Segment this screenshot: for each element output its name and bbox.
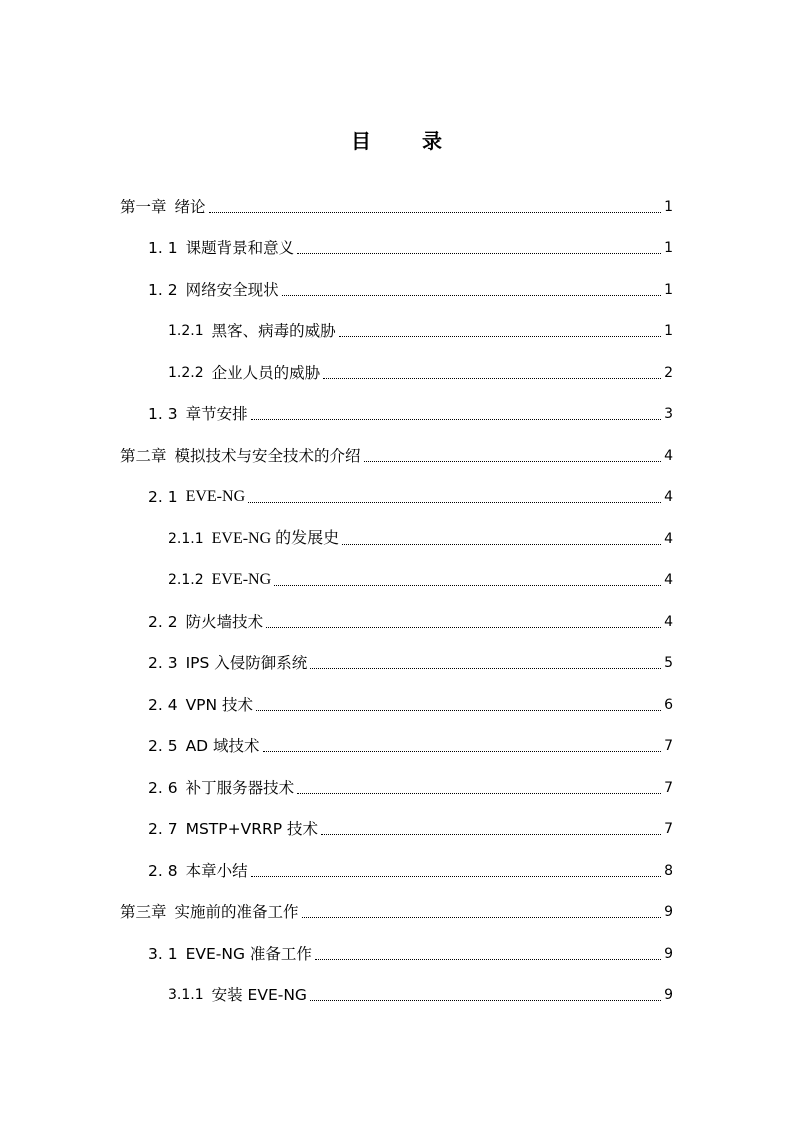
toc-entry-page: 9 bbox=[664, 904, 673, 920]
toc-entry[interactable] bbox=[168, 565, 673, 591]
dot-leader bbox=[342, 544, 661, 545]
toc-entry-title: 补丁服务器技术 bbox=[185, 779, 295, 797]
toc-entry-page: 8 bbox=[664, 863, 673, 879]
toc-entry-title: EVE-NG 准备工作 bbox=[185, 945, 312, 963]
dot-leader bbox=[263, 751, 662, 752]
toc-entry-number: 2. 7 bbox=[148, 820, 178, 838]
toc-entry-page: 4 bbox=[664, 489, 673, 505]
dot-leader bbox=[321, 834, 661, 835]
toc-entry[interactable] bbox=[148, 275, 673, 301]
toc-entry-title: 模拟技术与安全技术的介绍 bbox=[174, 447, 361, 465]
toc-entry-page: 3 bbox=[664, 406, 673, 422]
toc-entry-title: 企业人员的威胁 bbox=[211, 364, 321, 382]
toc-entry-page: 4 bbox=[664, 531, 673, 547]
toc-entry-number: 2. 5 bbox=[148, 737, 178, 755]
toc-entry-page: 2 bbox=[664, 365, 673, 381]
toc-entry-title: EVE-NG bbox=[211, 571, 272, 588]
dot-leader bbox=[251, 876, 661, 877]
dot-leader bbox=[251, 419, 661, 420]
toc-entry-number: 2. 4 bbox=[148, 696, 178, 714]
toc-entry-page: 1 bbox=[664, 323, 673, 339]
toc-entry-title: 防火墙技术 bbox=[185, 613, 264, 631]
toc-entry-title: IPS 入侵防御系统 bbox=[185, 654, 308, 672]
toc-entry-title: 课题背景和意义 bbox=[185, 239, 295, 257]
dot-leader bbox=[297, 253, 661, 254]
toc-entry-title: 安装 EVE-NG bbox=[211, 986, 307, 1004]
toc-entry-number: 2. 6 bbox=[148, 779, 178, 797]
dot-leader bbox=[339, 336, 661, 337]
toc-entry-number: 1.2.1 bbox=[168, 323, 204, 339]
toc-entry-page: 5 bbox=[664, 655, 673, 671]
toc-entry-number: 第三章 bbox=[120, 903, 167, 921]
toc-entry-number: 1. 3 bbox=[148, 405, 178, 423]
dot-leader bbox=[256, 710, 661, 711]
toc-entry-page: 4 bbox=[664, 572, 673, 588]
dot-leader bbox=[266, 627, 661, 628]
toc-entry-page: 9 bbox=[664, 987, 673, 1003]
toc-entry-page: 1 bbox=[664, 199, 673, 215]
toc-entry-page: 7 bbox=[664, 780, 673, 796]
toc-entry-number: 2.1.1 bbox=[168, 531, 204, 547]
dot-leader bbox=[248, 502, 661, 503]
toc-entry[interactable] bbox=[148, 939, 673, 965]
dot-leader bbox=[310, 1000, 661, 1001]
toc-entry-page: 9 bbox=[664, 946, 673, 962]
toc-entry[interactable] bbox=[148, 814, 673, 840]
toc-entry[interactable] bbox=[168, 316, 673, 342]
toc-entry[interactable] bbox=[148, 607, 673, 633]
dot-leader bbox=[310, 668, 661, 669]
toc-entry[interactable] bbox=[120, 897, 673, 923]
toc-entry-number: 3.1.1 bbox=[168, 987, 204, 1003]
toc-entry-number: 2. 2 bbox=[148, 613, 178, 631]
toc-entry-number: 第一章 bbox=[120, 198, 167, 216]
toc-entry-title: EVE-NG bbox=[185, 488, 246, 505]
toc-entry[interactable] bbox=[120, 441, 673, 467]
dot-leader bbox=[209, 212, 662, 213]
dot-leader bbox=[315, 959, 661, 960]
toc-entry-page: 1 bbox=[664, 240, 673, 256]
toc-entry-page: 7 bbox=[664, 738, 673, 754]
toc-entry-title: 绪论 bbox=[174, 198, 206, 216]
toc-entry-title: 章节安排 bbox=[185, 405, 248, 423]
toc-entry[interactable] bbox=[148, 773, 673, 799]
toc-entry-page: 4 bbox=[664, 614, 673, 630]
toc-entry-number: 1.2.2 bbox=[168, 365, 204, 381]
page-title: 目 录 bbox=[351, 129, 464, 153]
dot-leader bbox=[364, 461, 662, 462]
toc-entry-title: EVE-NG 的发展史 bbox=[211, 530, 340, 547]
dot-leader bbox=[302, 917, 662, 918]
toc-entry[interactable] bbox=[148, 648, 673, 674]
toc-entry-number: 3. 1 bbox=[148, 945, 178, 963]
toc-entry[interactable] bbox=[120, 192, 673, 218]
dot-leader bbox=[297, 793, 661, 794]
toc-entry-page: 4 bbox=[664, 448, 673, 464]
toc-entry[interactable] bbox=[148, 856, 673, 882]
toc-entry-page: 6 bbox=[664, 697, 673, 713]
toc-entry-title: VPN 技术 bbox=[185, 696, 254, 714]
toc-entry-title: AD 域技术 bbox=[185, 737, 260, 755]
toc-entry-title: MSTP+VRRP 技术 bbox=[185, 820, 319, 838]
toc-entry-page: 7 bbox=[664, 821, 673, 837]
toc-entry-number: 1. 1 bbox=[148, 239, 178, 257]
toc-entry-number: 2. 1 bbox=[148, 488, 178, 506]
toc-entry-number: 第二章 bbox=[120, 447, 167, 465]
toc-entry[interactable] bbox=[148, 482, 673, 508]
toc-entry[interactable] bbox=[168, 980, 673, 1006]
toc-entry-number: 2. 3 bbox=[148, 654, 178, 672]
toc-entry-title: 网络安全现状 bbox=[185, 281, 279, 299]
toc-entry-number: 2.1.2 bbox=[168, 572, 204, 588]
toc-entry[interactable] bbox=[148, 731, 673, 757]
dot-leader bbox=[323, 378, 661, 379]
toc-entry-title: 实施前的准备工作 bbox=[174, 903, 299, 921]
toc-entry[interactable] bbox=[148, 690, 673, 716]
toc-entry-number: 1. 2 bbox=[148, 281, 178, 299]
dot-leader bbox=[274, 585, 661, 586]
toc-entry-page: 1 bbox=[664, 282, 673, 298]
dot-leader bbox=[282, 295, 661, 296]
toc-entry-number: 2. 8 bbox=[148, 862, 178, 880]
toc-entry[interactable] bbox=[148, 233, 673, 259]
toc-entry[interactable] bbox=[168, 358, 673, 384]
toc-entry[interactable] bbox=[148, 399, 673, 425]
toc-entry-title: 黑客、病毒的威胁 bbox=[211, 322, 336, 340]
toc-entry-title: 本章小结 bbox=[185, 862, 248, 880]
toc-entry[interactable] bbox=[168, 524, 673, 550]
